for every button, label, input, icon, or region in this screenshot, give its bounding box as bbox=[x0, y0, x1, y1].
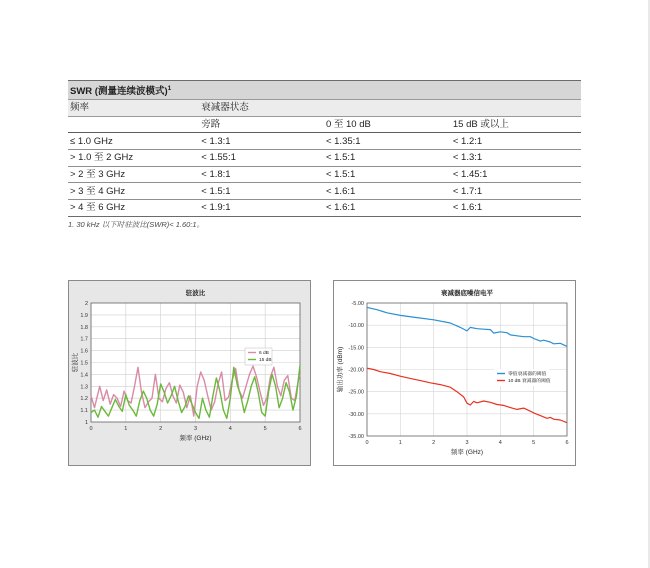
row-att-0-10: < 1.6:1 bbox=[324, 200, 451, 217]
x-tick-label: 5 bbox=[263, 426, 267, 432]
x-tick-label: 0 bbox=[89, 426, 93, 432]
row-att-0-10: < 1.5:1 bbox=[324, 150, 451, 167]
y-tick-label: 1.8 bbox=[80, 324, 88, 331]
row-frequency: > 1.0 至 2 GHz bbox=[68, 150, 199, 167]
y-axis-label: 驻波比 bbox=[72, 352, 79, 373]
x-axis-label: 频率 (GHz) bbox=[450, 449, 484, 456]
y-tick-label: 1.9 bbox=[80, 312, 88, 319]
row-att-15: < 1.45:1 bbox=[451, 166, 581, 183]
x-tick-label: 1 bbox=[398, 440, 402, 446]
row-bypass: < 1.8:1 bbox=[199, 166, 324, 183]
x-tick-label: 6 bbox=[565, 440, 569, 446]
x-tick-label: 0 bbox=[365, 440, 369, 446]
x-tick-label: 4 bbox=[228, 426, 232, 432]
swr-chart-svg bbox=[69, 281, 310, 465]
y-tick-label: -35.00 bbox=[348, 434, 364, 440]
x-tick-label: 2 bbox=[432, 440, 436, 446]
x-axis-label: 频率 (GHz) bbox=[179, 435, 212, 442]
row-att-0-10: < 1.6:1 bbox=[324, 183, 451, 200]
x-tick-label: 6 bbox=[298, 426, 302, 432]
table-header-row bbox=[68, 100, 581, 117]
y-tick-label: -30.00 bbox=[348, 411, 364, 418]
x-tick-label: 3 bbox=[465, 440, 469, 446]
row-att-15: < 1.7:1 bbox=[451, 183, 581, 200]
row-frequency: > 2 至 3 GHz bbox=[68, 166, 199, 183]
legend-label: 10 dB 衰减器的阈值 bbox=[508, 379, 551, 384]
x-tick-label: 2 bbox=[159, 426, 163, 432]
row-bypass: < 1.9:1 bbox=[199, 200, 324, 217]
y-tick-label: 1 bbox=[84, 420, 88, 426]
row-att-0-10: < 1.35:1 bbox=[324, 133, 451, 150]
table-row bbox=[68, 200, 581, 217]
table-title-row bbox=[68, 81, 581, 100]
y-tick-label: -5.00 bbox=[351, 301, 364, 307]
x-tick-label: 5 bbox=[532, 440, 536, 446]
table-title-text: SWR (测量连续波模式) bbox=[70, 86, 168, 97]
subheader-bypass: 旁路 bbox=[199, 116, 324, 133]
subheader-15db: 15 dB 或以上 bbox=[451, 116, 581, 133]
x-tick-label: 1 bbox=[124, 426, 128, 432]
chart-title: 衰减器底噪信电平 bbox=[441, 290, 493, 297]
y-tick-label: 1.4 bbox=[80, 372, 88, 379]
row-bypass: < 1.3:1 bbox=[199, 133, 324, 150]
y-tick-label: -15.00 bbox=[348, 345, 364, 352]
y-axis-label: 输出功率 (dBm) bbox=[337, 346, 344, 393]
row-att-15: < 1.2:1 bbox=[451, 133, 581, 150]
row-bypass: < 1.5:1 bbox=[199, 183, 324, 200]
row-att-15: < 1.3:1 bbox=[451, 150, 581, 167]
row-att-0-10: < 1.5:1 bbox=[324, 166, 451, 183]
noise-floor-chart bbox=[333, 280, 576, 466]
y-tick-label: 1.5 bbox=[80, 360, 88, 367]
legend-label: 15 dB bbox=[259, 358, 272, 363]
y-tick-label: 1.2 bbox=[80, 396, 88, 403]
table-row bbox=[68, 150, 581, 167]
legend-label: 零值衰减器的阈值 bbox=[508, 372, 547, 377]
row-frequency: ≤ 1.0 GHz bbox=[68, 133, 199, 150]
row-frequency: > 3 至 4 GHz bbox=[68, 183, 199, 200]
subheader-empty bbox=[68, 116, 199, 133]
table-row bbox=[68, 133, 581, 150]
legend-label: 6 dB bbox=[259, 351, 269, 356]
header-frequency: 频率 bbox=[68, 100, 199, 117]
noise-floor-chart-svg bbox=[334, 281, 575, 465]
y-tick-label: 1.3 bbox=[80, 384, 88, 391]
y-tick-label: -25.00 bbox=[348, 389, 364, 396]
row-frequency: > 4 至 6 GHz bbox=[68, 200, 199, 217]
x-tick-label: 3 bbox=[193, 426, 198, 432]
swr-spec-table bbox=[68, 80, 581, 217]
y-tick-label: 2 bbox=[84, 301, 88, 307]
swr-chart bbox=[68, 280, 311, 466]
x-tick-label: 4 bbox=[498, 440, 502, 446]
y-tick-label: 1.7 bbox=[80, 336, 88, 343]
row-att-15: < 1.6:1 bbox=[451, 200, 581, 217]
subheader-0-10db: 0 至 10 dB bbox=[324, 116, 451, 133]
table-title bbox=[68, 81, 581, 100]
table-row bbox=[68, 183, 581, 200]
row-bypass: < 1.55:1 bbox=[199, 150, 324, 167]
y-tick-label: -10.00 bbox=[348, 323, 364, 330]
y-tick-label: 1.6 bbox=[80, 348, 88, 355]
header-attenuator-state: 衰减器状态 bbox=[199, 100, 581, 117]
table-subheader-row bbox=[68, 116, 581, 133]
table-row bbox=[68, 166, 581, 183]
table-footnote: 1. 30 kHz 以下时驻波比(SWR)< 1.60:1。 bbox=[68, 220, 205, 229]
footnote-marker: 1 bbox=[167, 85, 172, 92]
y-tick-label: -20.00 bbox=[348, 367, 364, 374]
chart-title: 驻波比 bbox=[185, 290, 206, 297]
y-tick-label: 1.1 bbox=[80, 408, 88, 415]
